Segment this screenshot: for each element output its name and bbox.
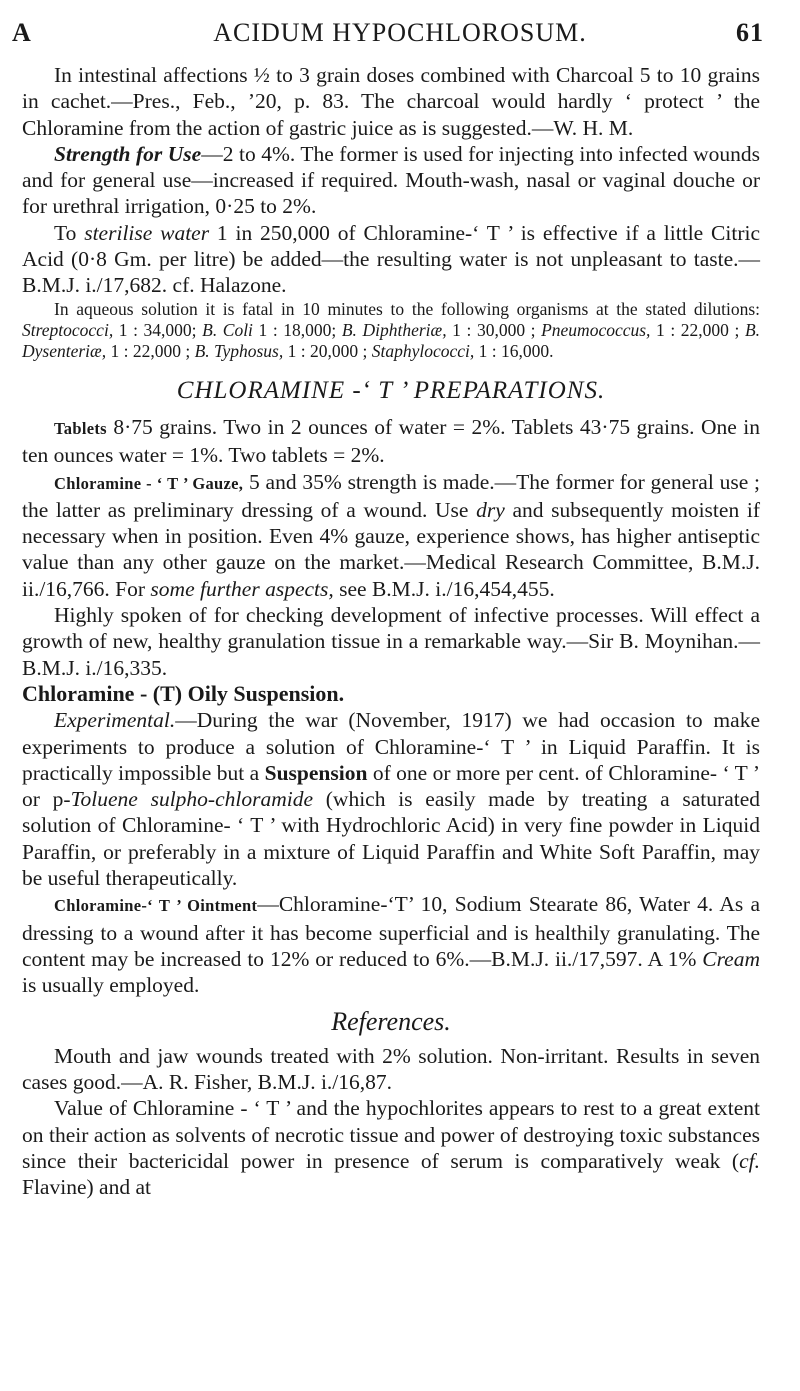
aqueous-intro: In aqueous solution it is fatal in 10 minutes to the following organisms at the stated dilutions: [54, 298, 760, 319]
organism-coli: B. Coli [202, 319, 253, 340]
gauze-label: Chloramine - ‘ T ’ Gauze, [54, 473, 244, 493]
dilution-pneumo: 1 : 22,000 ; [650, 319, 745, 340]
references-heading: References. [331, 1006, 451, 1036]
gauze-text-3: see B.M.J. i./16,454,455. [333, 576, 555, 601]
ointment-text-1: —Chloramine-‘T’ 10, Sodium Stearate 86, Water 4. As a dressing to a wound after it has become superficial and is healthily granulating. The content may be increased to 12% or reduced to 6%.—B.M.J. ii./17,597. A 1% [22, 892, 761, 971]
running-title: ACIDUM HYPOCHLOROSUM. [213, 18, 587, 47]
organism-strep: Streptococci, [22, 319, 114, 340]
organism-pneumo: Pneumococcus, [541, 319, 651, 340]
experimental-text-2: of one or more per cent. of Chloramine- ‘ T ’ or p- [22, 760, 760, 812]
paragraph-gauze [22, 469, 760, 602]
toluene-term: Toluene sulpho-chloramide [70, 787, 314, 812]
ref2-text-1: Value of Chloramine - ‘ T ’ and the hypochlorites appears to rest to a great extent on their action as solvents of necrotic tissue and power of destroying toxic substances since their bactericidal power in presence of serum is comparatively weak ( [22, 1096, 760, 1173]
dilution-coli: 1 : 18,000; [252, 319, 342, 340]
paragraph-experimental [22, 707, 760, 891]
experimental-text-1: —During the war (November, 1917) we had occasion to make experiments to produce a solution of Chloramine-‘ T ’ in Liquid Paraffin. It is practically impossible but a [22, 708, 760, 785]
running-header [0, 12, 800, 52]
experimental-label: Experimental. [54, 708, 176, 733]
paragraph-intestinal: In intestinal affections ½ to 3 grain doses combined with Charcoal 5 to 10 grains in cachet.—Pres., Feb., ’20, p. 83. The charcoal would hardly ‘ protect ’ the Chloramine from the action of gastric juice as is suggested.—W. H. M. [22, 63, 760, 140]
ref2-text-2: Flavine) and at [22, 1175, 151, 1200]
organism-dysent: B. Dysenteriæ, [22, 319, 761, 361]
page-number: 61 [736, 18, 764, 47]
paragraph-ref-2 [22, 1095, 760, 1200]
strength-heading: Strength for Use [54, 141, 202, 166]
strength-text: —2 to 4%. The former is used for injecting into infected wounds and for general use—increased if required. Mouth-wash, nasal or vaginal douche or for urethral irrigation, 0·25 to 2%. [22, 141, 760, 219]
tablets-text: 8·75 grains. Two in 2 ounces of water = 2%. Tablets 43·75 grains. One in ten ounces water = 1%. Two tablets = 2%. [22, 414, 760, 468]
tablets-label: Tablets [54, 418, 107, 438]
dilution-diph: 1 : 30,000 ; [446, 319, 542, 340]
organism-diph: B. Diphtheriæ, [341, 319, 447, 340]
gauze-text-1: 5 and 35% strength is made.—The former for general use ; the latter as preliminary dressing of a wound. Use [22, 469, 760, 522]
suspension-word: Suspension [264, 760, 368, 785]
experimental-text-3: (which is easily made by treating a saturated solution of Chloramine- ‘ T ’ with Hydrochloric Acid) in very fine powder in Liquid Paraffin, or preferably in a mixture of Liquid Paraffin and White Soft Paraffin, may be useful therapeutically. [22, 787, 761, 891]
sterilise-italic: sterilise water [84, 220, 210, 245]
gauze-further: some further aspects, [150, 576, 334, 601]
paragraph-aqueous [22, 299, 760, 362]
section-letter: A [12, 18, 32, 47]
gauze-text-2: and subsequently moisten if necessary when in position. Even 4% gauze, experience shows, has higher antiseptic value than any other gauze on the market.—Medical Research Committee, B.M.J. ii./16,766. For [22, 497, 760, 601]
dilution-dysent: 1 : 22,000 ; [106, 340, 195, 361]
paragraph-ref-1: Mouth and jaw wounds treated with 2% solution. Non-irritant. Results in seven cases good.—A. R. Fisher, B.M.J. i./16,87. [22, 1043, 760, 1095]
sterilise-pre: To [54, 220, 85, 245]
gauze-dry: dry [476, 497, 505, 522]
paragraph-sterilise [22, 220, 760, 299]
organism-staph: Staphylococci, [371, 340, 475, 361]
page-body [22, 62, 760, 1201]
dilution-strep: 1 : 34,000; [113, 319, 203, 340]
cream-term: Cream [702, 946, 760, 971]
paragraph-tablets [22, 414, 760, 469]
ointment-text-2: is usually employed. [22, 973, 200, 998]
paragraph-ointment [22, 891, 760, 998]
preparations-heading: CHLORAMINE -‘ T ’ PREPARATIONS. [176, 376, 606, 404]
suspension-heading-line [22, 681, 760, 707]
dilution-staph: 1 : 16,000. [474, 340, 554, 361]
sterilise-text: 1 in 250,000 of Chloramine-‘ T ’ is effective if a little Citric Acid (0·8 Gm. per litre) be added—the resulting water is not unpleasant to taste.—B.M.J. i./17,682. cf. Halazone. [22, 220, 760, 298]
dilution-typh: 1 : 20,000 ; [283, 340, 372, 361]
paragraph-highly: Highly spoken of for checking development of infective processes. Will effect a growth of new, healthy granulation tissue in a remarkable way.—Sir B. Moynihan.—B.M.J. i./16,335. [22, 603, 760, 680]
suspension-heading: Chloramine - (T) Oily Suspension. [22, 680, 345, 706]
ref2-cf: cf. [739, 1148, 760, 1173]
organism-typh: B. Typhosus, [194, 340, 284, 361]
ointment-label: Chloramine-‘ T ’ Ointment [54, 896, 258, 916]
paragraph-strength [22, 141, 760, 220]
